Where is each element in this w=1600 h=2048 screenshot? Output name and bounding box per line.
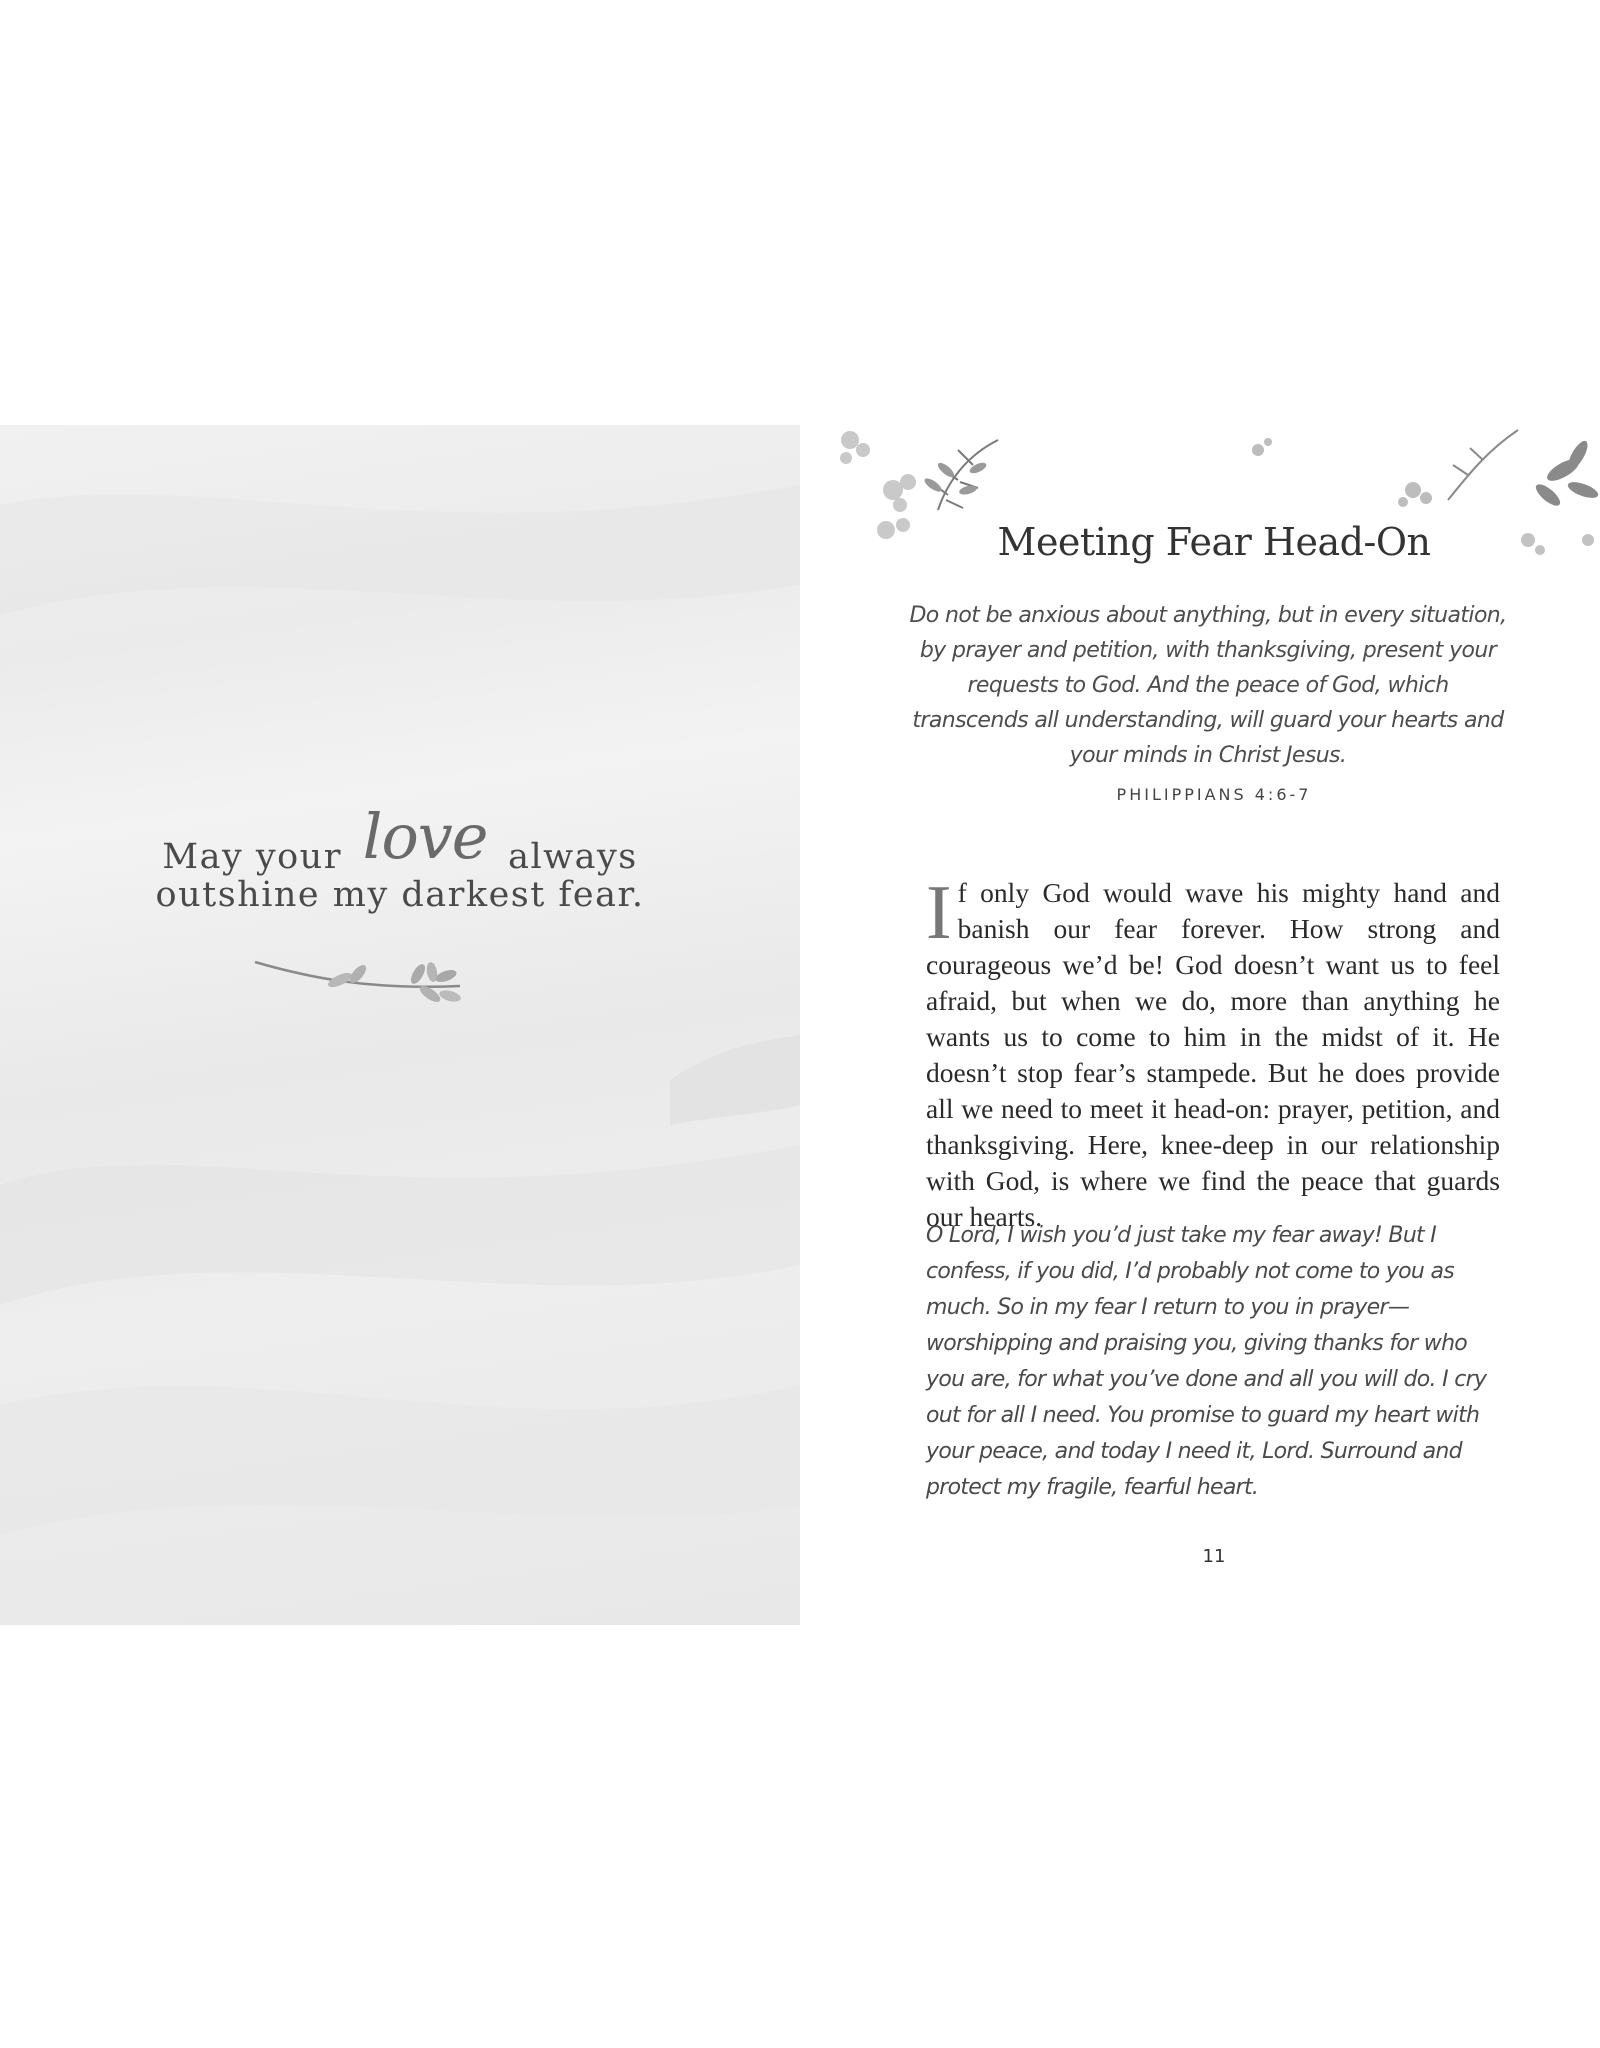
page-number: 11 [1202, 1546, 1226, 1567]
quote-start: May your [162, 837, 342, 877]
leaf-sprig-icon [250, 950, 480, 1010]
right-page [828, 420, 1600, 1640]
page-title: Meeting Fear Head-On [997, 520, 1431, 564]
watercolor-wash [0, 425, 800, 1625]
body-text: f only God would wave his mighty hand and banish our fear forever. How strong and courageous we’d be! God doesn’t want us to feel afraid, but when we do, more than anything he wants us to come to him in the midst of it. He doesn’t stop fear’s stampede. But he does provide all we need to meet it head-on: prayer, petition, and thanksgiving. Here, knee-deep in our relationship with God, is where we find the peace that guards our hearts. [926, 877, 1500, 1232]
left-page [0, 425, 800, 1625]
body-paragraph [926, 869, 1500, 1235]
scripture-verse: Do not be anxious about anything, but in every situation, by prayer and petition, with thanksgiving, present your requests to God. And the peace of God, which transcends all understanding, will guard your hearts and your minds in Christ Jesus. [909, 603, 1507, 768]
quote-line-2: outshine my darkest fear. [155, 875, 645, 915]
quote-script-word: love [362, 800, 488, 873]
verse-reference: PHILIPPIANS 4:6-7 [1116, 785, 1312, 804]
drop-cap: I [926, 869, 952, 955]
prayer-paragraph: O Lord, I wish you’d just take my fear away! But I confess, if you did, I’d probably not come to you as much. So in my fear I return to you in prayer—worshipping and praising you, giving thanks for who you are, for what you’ve done and all you will do. I cry out for all I need. You promise to guard my heart with your peace, and today I need it, Lord. Surround and protect my fragile, fearful heart. [926, 1223, 1487, 1500]
quote-mid: always [508, 837, 638, 877]
quote-line-1 [0, 800, 800, 883]
